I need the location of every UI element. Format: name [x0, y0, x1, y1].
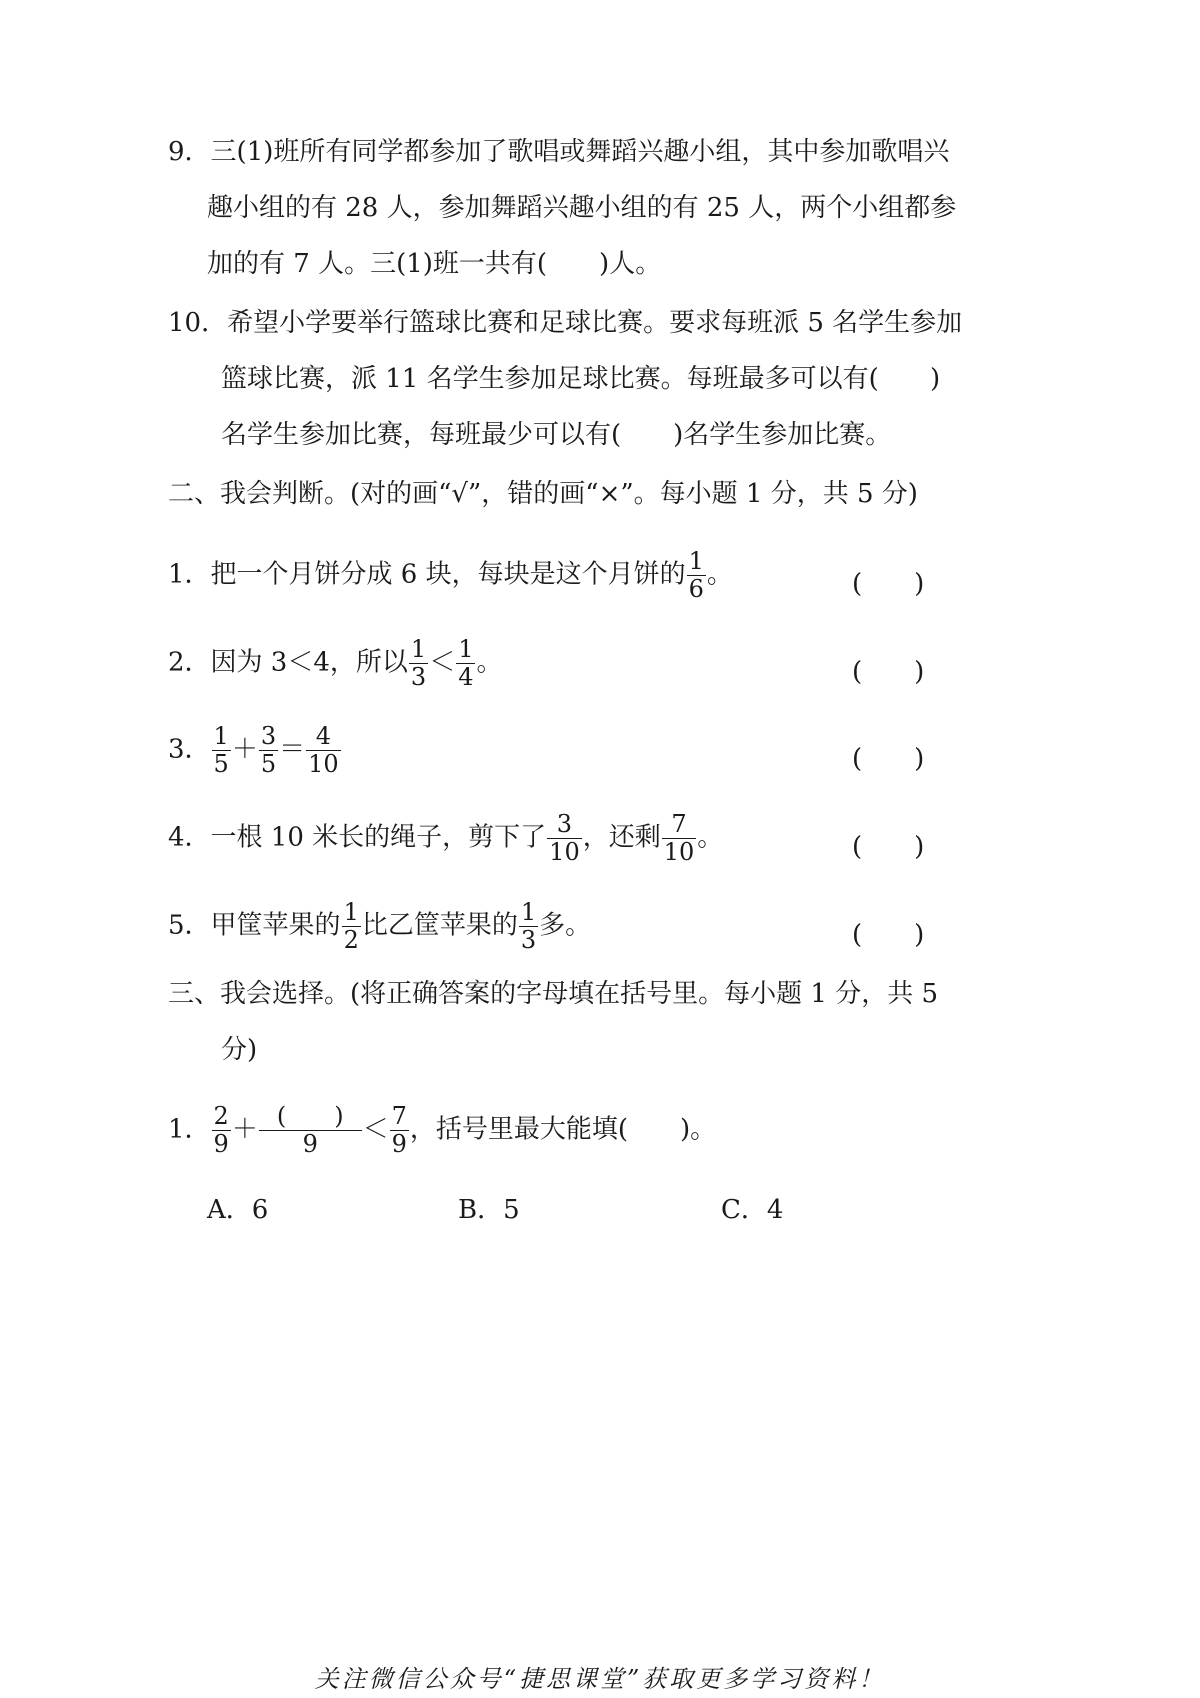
choice-q1-option-b[interactable]: B．5 [458, 1195, 520, 1225]
fraction-numerator: 2 [213, 1102, 229, 1130]
judge-q5 [168, 899, 591, 954]
choice-q1-number: 1． [168, 1114, 211, 1145]
q10-line3: 名学生参加比赛，每班最少可以有( )名学生参加比赛。 [221, 420, 892, 450]
fraction-denominator: 10 [308, 750, 339, 778]
judge-q5-number: 5． [168, 910, 211, 941]
choice-q1-option-a[interactable]: A．6 [207, 1195, 269, 1225]
fraction-numerator: 1 [688, 547, 704, 575]
choice-q1-option-c[interactable]: C．4 [721, 1195, 784, 1225]
q9-line1: 三(1)班所有同学都参加了歌唱或舞蹈兴趣小组，其中参加歌唱兴 [210, 137, 950, 167]
judge-q3-fraction-1 [212, 723, 231, 778]
judge-q4-end: 。 [697, 822, 724, 853]
choice-q1-operator-2: ＜ [362, 1114, 389, 1145]
q9-line2: 趣小组的有 28 人，参加舞蹈兴趣小组的有 25 人，两个小组都参 [207, 193, 957, 223]
q9-number: 9． [168, 137, 211, 167]
choice-q1-fraction-1 [212, 1103, 231, 1158]
choice-q1-fraction-3 [390, 1103, 409, 1158]
judge-q2-answer-paren[interactable]: ( ) [852, 657, 925, 687]
footer-note: 关注微信公众号“捷思课堂”获取更多学习资料！ [314, 1665, 886, 1693]
section3-title-line1: 三、我会选择。(将正确答案的字母填在括号里。每小题 1 分，共 5 [168, 979, 939, 1009]
fraction-denominator: 3 [520, 926, 537, 954]
fraction-denominator: 2 [343, 926, 359, 954]
judge-q2-text: 因为 3＜4，所以 [210, 647, 408, 678]
judge-q1-answer-paren[interactable]: ( ) [852, 569, 925, 599]
judge-q3-fraction-3 [306, 723, 341, 778]
judge-q4 [168, 811, 723, 866]
q10-line2: 篮球比赛，派 11 名学生参加足球比赛。每班最多可以有( [221, 364, 879, 394]
judge-q3 [168, 723, 342, 778]
judge-q2-fraction-2 [456, 636, 475, 691]
q10 [168, 305, 962, 341]
judge-q1-fraction [687, 548, 706, 603]
judge-q3-number: 3． [168, 734, 211, 765]
judge-q3-answer-paren[interactable]: ( ) [852, 744, 925, 774]
judge-q5-end: 多。 [539, 910, 592, 941]
section3-title-line2: 分) [221, 1035, 258, 1065]
judge-q1-end: 。 [706, 559, 733, 590]
fraction-denominator: 9 [391, 1130, 407, 1158]
q10-line1: 希望小学要举行篮球比赛和足球比赛。要求每班派 5 名学生参加 [227, 308, 963, 338]
judge-q1-text: 把一个月饼分成 6 块，每块是这个月饼的 [210, 559, 686, 590]
judge-q4-fraction-1 [547, 811, 582, 866]
judge-q3-fraction-2 [259, 723, 278, 778]
judge-q2 [168, 636, 503, 691]
judge-q5-fraction-2 [519, 899, 538, 954]
judge-q3-operator-2: ＝ [279, 734, 306, 765]
q9-line3: 加的有 7 人。三(1)班一共有( )人。 [207, 249, 662, 279]
fraction-numerator: 3 [547, 811, 582, 839]
choice-q1-operator-1: ＋ [231, 1114, 258, 1145]
fraction-denominator: 10 [549, 838, 580, 866]
choice-q1-fraction-2 [259, 1103, 362, 1158]
judge-q2-fraction-1 [409, 636, 428, 691]
fraction-denominator: 5 [260, 750, 277, 778]
q10-line2-close-paren: ) [930, 364, 941, 394]
fraction-numerator: 1 [410, 635, 427, 663]
judge-q4-answer-paren[interactable]: ( ) [852, 832, 925, 862]
fraction-denominator: 5 [213, 750, 229, 778]
fraction-numerator: 1 [520, 898, 537, 926]
choice-q1 [168, 1103, 716, 1158]
fraction-denominator: 4 [458, 663, 474, 691]
section2-title: 二、我会判断。(对的画“√”，错的画“×”。每小题 1 分，共 5 分) [168, 479, 918, 509]
fraction-numerator: 3 [260, 722, 277, 750]
judge-q2-number: 2． [168, 647, 211, 678]
fraction-numerator[interactable]: ( ) [259, 1103, 362, 1131]
judge-q4-text: 一根 10 米长的绳子，剪下了 [210, 822, 547, 853]
fraction-numerator: 1 [343, 898, 359, 926]
judge-q5-fraction-1 [342, 899, 361, 954]
judge-q4-fraction-2 [662, 811, 697, 866]
fraction-denominator: 6 [688, 575, 704, 603]
judge-q3-operator-1: ＋ [231, 734, 258, 765]
fraction-numerator: 7 [391, 1102, 407, 1130]
fraction-denominator: 3 [410, 663, 427, 691]
choice-q1-text: ，括号里最大能填( )。 [409, 1114, 717, 1145]
judge-q1 [168, 548, 733, 603]
judge-q4-number: 4． [168, 822, 211, 853]
judge-q2-end: 。 [476, 647, 503, 678]
q10-number: 10． [168, 308, 228, 338]
judge-q1-number: 1． [168, 559, 211, 590]
q9 [168, 134, 949, 170]
judge-q5-mid: 比乙筐苹果的 [361, 910, 518, 941]
judge-q2-operator: ＜ [429, 647, 456, 678]
fraction-numerator: 7 [662, 811, 697, 839]
judge-q5-text: 甲筐苹果的 [210, 910, 341, 941]
fraction-numerator: 1 [458, 635, 474, 663]
fraction-numerator: 1 [213, 722, 229, 750]
judge-q5-answer-paren[interactable]: ( ) [852, 920, 925, 950]
fraction-denominator: 10 [663, 838, 695, 866]
judge-q4-mid: ，还剩 [582, 822, 661, 853]
fraction-numerator: 4 [306, 723, 341, 751]
fraction-denominator: 9 [302, 1130, 318, 1158]
fraction-denominator: 9 [213, 1130, 229, 1158]
